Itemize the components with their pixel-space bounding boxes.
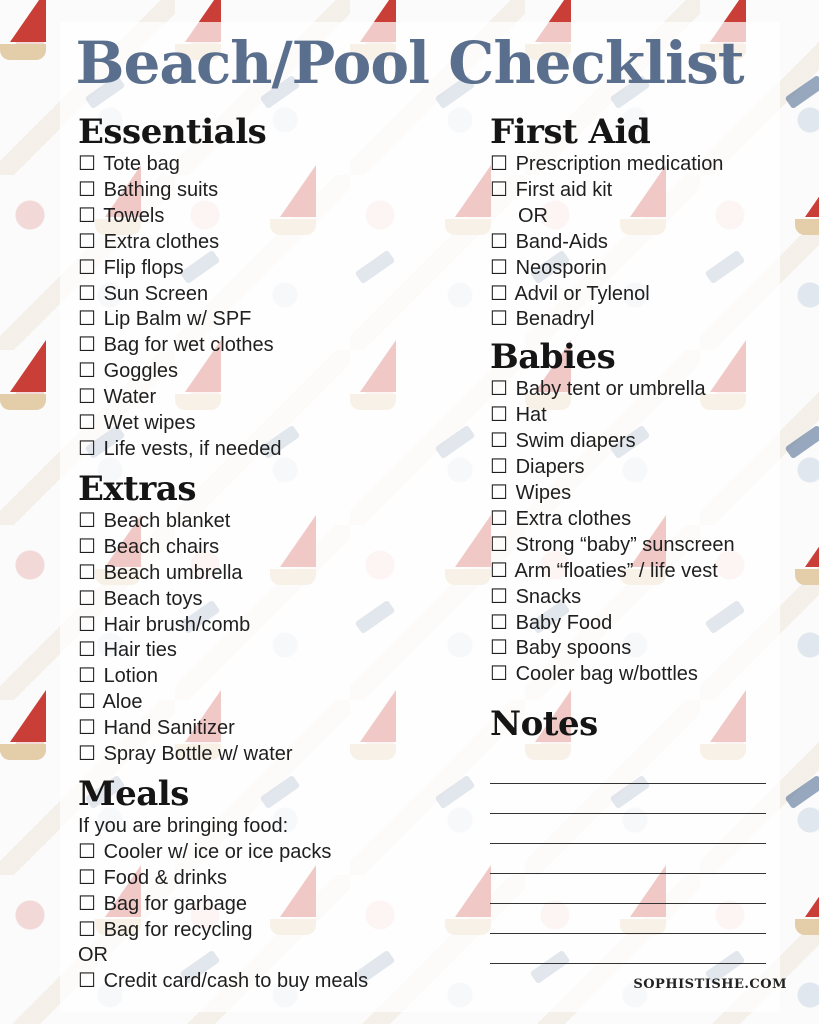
notes-line[interactable] [490, 754, 766, 784]
checklist-item-label: Bag for wet clothes [103, 334, 274, 357]
checklist-item-label: Hand Sanitizer [103, 717, 235, 740]
checkbox-icon[interactable]: ☐ [78, 386, 96, 409]
checkbox-icon[interactable]: ☐ [78, 256, 96, 279]
checklist-item-label: Bag for garbage [103, 892, 247, 915]
checklist-item[interactable] [490, 507, 790, 533]
checkbox-icon[interactable]: ☐ [490, 611, 508, 634]
checklist-item-label: First aid kit [515, 178, 613, 201]
checklist-item[interactable] [78, 892, 458, 918]
checkbox-icon[interactable]: ☐ [78, 717, 96, 740]
checklist-item[interactable] [490, 307, 790, 333]
checklist-item-label: Prescription medication [515, 153, 724, 175]
boat-hull-icon [0, 744, 46, 760]
checklist-item[interactable] [78, 230, 458, 256]
checklist-item[interactable] [78, 152, 458, 178]
checklist-item-label: Sun Screen [103, 282, 209, 305]
checklist-item-label: Life vests, if needed [103, 437, 282, 460]
checklist-item[interactable] [78, 561, 458, 587]
first-aid-or-label: OR [518, 204, 548, 227]
checklist-item[interactable] [78, 307, 458, 333]
first-aid-heading: First Aid [490, 112, 651, 152]
left-column [78, 112, 458, 995]
sailboat-icon [10, 690, 46, 742]
checklist-item-label: Neosporin [515, 256, 607, 279]
checkbox-icon[interactable]: ☐ [78, 282, 96, 305]
checklist-item[interactable] [78, 690, 458, 716]
checklist-item-label: Hair brush/comb [103, 613, 251, 636]
checklist-item-label: Water [103, 386, 157, 409]
checklist-item[interactable] [490, 429, 790, 455]
notes-section [490, 704, 790, 964]
checklist-item-label: Beach chairs [103, 535, 220, 558]
checklist-item-label: Benadryl [515, 308, 595, 331]
checkbox-icon[interactable]: ☐ [78, 892, 96, 915]
checkbox-icon[interactable]: ☐ [78, 866, 96, 889]
checklist-item[interactable] [78, 535, 458, 561]
checklist-item-label: Beach blanket [103, 509, 231, 532]
checkbox-icon[interactable]: ☐ [490, 308, 508, 331]
checklist-item-label: Extra clothes [103, 230, 220, 253]
notes-line[interactable] [490, 814, 766, 844]
checklist-item[interactable] [78, 742, 458, 768]
checkbox-icon[interactable]: ☐ [78, 334, 96, 357]
checklist-item-label: Extra clothes [515, 507, 632, 530]
essentials-heading: Essentials [78, 112, 267, 152]
checkbox-icon[interactable]: ☐ [490, 404, 508, 427]
meals-intro: If you are bringing food: [78, 814, 289, 837]
notes-line[interactable] [490, 874, 766, 904]
checklist-item-label: Cooler bag w/bottles [515, 663, 698, 686]
checkbox-icon[interactable]: ☐ [78, 437, 96, 460]
checklist-item-label: Beach toys [103, 587, 203, 610]
checklist-item[interactable] [78, 385, 458, 411]
meals-list [78, 840, 458, 944]
checkbox-icon[interactable]: ☐ [78, 691, 96, 714]
checkbox-icon[interactable]: ☐ [490, 378, 508, 401]
checkbox-icon[interactable]: ☐ [78, 230, 96, 253]
boat-hull-icon [795, 219, 819, 235]
checklist-item[interactable] [78, 256, 458, 282]
essentials-section [78, 112, 458, 463]
checklist-item[interactable] [78, 359, 458, 385]
meals-section [78, 774, 458, 995]
checklist-item[interactable] [490, 455, 790, 481]
checkbox-icon[interactable]: ☐ [78, 204, 96, 227]
checkbox-icon[interactable]: ☐ [78, 509, 96, 532]
checklist-item[interactable] [490, 282, 790, 308]
notes-lines [490, 754, 790, 964]
babies-list [490, 377, 790, 688]
checkbox-icon[interactable]: ☐ [490, 533, 508, 556]
notes-heading: Notes [490, 704, 598, 745]
checklist-item-label: Wipes [515, 481, 572, 504]
essentials-list [78, 152, 458, 463]
checklist-item[interactable] [78, 509, 458, 535]
checklist-item[interactable] [78, 716, 458, 742]
first-aid-list-b [490, 230, 790, 334]
babies-section [490, 337, 790, 688]
notes-line[interactable] [490, 904, 766, 934]
checklist-item[interactable] [490, 256, 790, 282]
checklist-item[interactable] [78, 333, 458, 359]
checkbox-icon[interactable]: ☐ [78, 840, 96, 863]
checklist-item-label: Spray Bottle w/ water [103, 743, 293, 766]
checklist-item-label: Hat [515, 404, 547, 427]
checkbox-icon[interactable]: ☐ [490, 282, 508, 305]
meals-heading: Meals [78, 773, 189, 814]
checklist-item-label: Lip Balm w/ SPF [103, 308, 252, 331]
checkbox-icon[interactable]: ☐ [78, 970, 96, 993]
checklist-item[interactable] [78, 613, 458, 639]
checkbox-icon[interactable]: ☐ [78, 587, 96, 610]
checkbox-icon[interactable]: ☐ [490, 559, 508, 582]
meals-or-label: OR [78, 944, 108, 967]
checklist-item[interactable] [490, 152, 790, 178]
checklist-item[interactable] [78, 664, 458, 690]
checkbox-icon[interactable]: ☐ [78, 613, 96, 636]
checkbox-icon[interactable]: ☐ [490, 230, 508, 253]
checkbox-icon[interactable]: ☐ [490, 256, 508, 279]
checklist-item[interactable] [78, 969, 458, 995]
checklist-item[interactable] [78, 178, 458, 204]
checkbox-icon[interactable]: ☐ [78, 535, 96, 558]
checkbox-icon[interactable]: ☐ [490, 456, 508, 479]
checklist-item[interactable] [490, 636, 790, 662]
checklist-item-label: Snacks [515, 585, 582, 608]
checkbox-icon[interactable]: ☐ [490, 481, 508, 504]
checkbox-icon[interactable]: ☐ [78, 153, 96, 175]
boat-hull-icon [795, 919, 819, 935]
checklist-item[interactable] [78, 411, 458, 437]
checklist-item-label: Bag for recycling [103, 918, 253, 941]
checklist-item-label: Beach umbrella [103, 561, 243, 584]
checklist-item-label: Arm “floaties” / life vest [514, 559, 718, 582]
checklist-item-label: Flip flops [103, 256, 184, 279]
checklist-item[interactable] [490, 662, 790, 688]
checklist-item[interactable] [78, 638, 458, 664]
notes-line[interactable] [490, 784, 766, 814]
checklist-item-label: Baby Food [515, 611, 613, 634]
checklist-item[interactable] [78, 204, 458, 230]
sailboat-icon [10, 340, 46, 392]
checkbox-icon[interactable]: ☐ [78, 308, 96, 331]
checklist-item-label: Baby tent or umbrella [515, 378, 706, 401]
checklist-item-label: Cooler w/ ice or ice packs [103, 840, 332, 863]
page-title: Beach/Pool Checklist [75, 29, 744, 97]
checkbox-icon[interactable]: ☐ [78, 665, 96, 688]
checklist-item[interactable] [490, 403, 790, 429]
checkbox-icon[interactable]: ☐ [490, 430, 508, 453]
checkbox-icon[interactable]: ☐ [490, 153, 508, 175]
babies-heading: Babies [490, 337, 616, 378]
first-aid-section [490, 112, 790, 333]
checklist-item-label: Advil or Tylenol [514, 282, 650, 305]
checklist-item[interactable] [78, 587, 458, 613]
checkbox-icon[interactable]: ☐ [490, 663, 508, 686]
boat-hull-icon [0, 394, 46, 410]
right-column [490, 112, 790, 964]
checklist-item-label: Baby spoons [515, 637, 632, 660]
checklist-item-label: Band-Aids [515, 230, 608, 253]
extras-list [78, 509, 458, 768]
checklist-item-label: Goggles [103, 360, 179, 383]
checkbox-icon[interactable]: ☐ [490, 637, 508, 660]
extras-heading: Extras [78, 468, 196, 509]
checklist-item[interactable] [78, 918, 458, 944]
checklist-item[interactable] [490, 559, 790, 585]
checkbox-icon[interactable]: ☐ [490, 507, 508, 530]
sailboat-icon [805, 515, 819, 567]
checklist-item-label: Tote bag [103, 153, 180, 175]
checklist-item[interactable] [78, 840, 458, 866]
checklist-item-label: Bathing suits [103, 178, 219, 201]
checklist-item[interactable] [490, 611, 790, 637]
checklist-item[interactable] [78, 866, 458, 892]
checklist-item-label: Hair ties [103, 639, 177, 662]
checkbox-icon[interactable]: ☐ [78, 918, 96, 941]
checkbox-icon[interactable]: ☐ [78, 639, 96, 662]
checklist-item[interactable] [490, 230, 790, 256]
checklist-item-label: Credit card/cash to buy meals [103, 970, 369, 993]
checklist-item[interactable] [78, 437, 458, 463]
sailboat-icon [805, 165, 819, 217]
checklist-item[interactable] [490, 481, 790, 507]
checklist-item[interactable] [490, 585, 790, 611]
checklist-item-label: Aloe [102, 691, 143, 714]
checklist-item[interactable] [490, 377, 790, 403]
checkbox-icon[interactable]: ☐ [78, 178, 96, 201]
checklist-item-label: Food & drinks [103, 866, 227, 889]
sailboat-icon [805, 865, 819, 917]
checklist-item-label: Towels [103, 204, 165, 227]
notes-line[interactable] [490, 934, 766, 964]
notes-line[interactable] [490, 844, 766, 874]
checklist-item-label: Strong “baby” sunscreen [515, 533, 735, 556]
checklist-item[interactable] [490, 178, 790, 204]
checkbox-icon[interactable]: ☐ [490, 178, 508, 201]
checklist-item-label: Lotion [103, 665, 159, 688]
checkbox-icon[interactable]: ☐ [78, 743, 96, 766]
checklist-item[interactable] [490, 533, 790, 559]
checkbox-icon[interactable]: ☐ [78, 360, 96, 383]
checklist-item[interactable] [78, 282, 458, 308]
checklist-item-label: Swim diapers [515, 430, 636, 453]
checklist-item-label: Wet wipes [103, 412, 196, 435]
site-credit: SOPHISTISHE.COM [633, 977, 787, 992]
checkbox-icon[interactable]: ☐ [78, 412, 96, 435]
checkbox-icon[interactable]: ☐ [490, 585, 508, 608]
extras-section [78, 469, 458, 768]
boat-hull-icon [795, 569, 819, 585]
checkbox-icon[interactable]: ☐ [78, 561, 96, 584]
checklist-item-label: Diapers [515, 456, 585, 479]
first-aid-list-a [490, 152, 790, 204]
